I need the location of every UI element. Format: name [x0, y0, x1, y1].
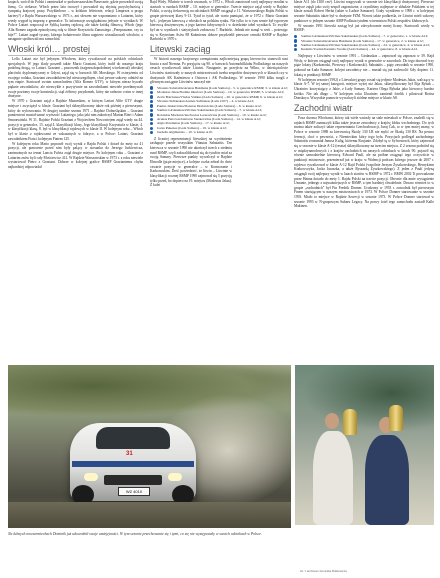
col1-paragraph-4: W kolejnym roku Mario poprawił swój wynik z Rajdu Polski i dotarł do mety na 41 pozycji, ale ponownie przed nim były palący w stosunku do Jerzego Jurkiewicza, zanimożnych na temat Lancia Fulvia zajął drugie miejsce. Po kolejnym roku – Graziani z Lattarim znów byli cały Mościewicz 412. W Rajdzie Warszawskim w 1973 r. z roku niewiele wystartował Pietro z Graziani. Dobrze w kolejnej grafice RSMP Grazianiemu chyba najbardziej odpowiadał	[8, 141, 143, 169]
headlight-left	[84, 473, 98, 481]
column-2	[150, 0, 288, 189]
list-item: Jozus Pukenas (Łada Samara) – 19. w klasie A12;	[150, 126, 288, 130]
list-item: Arunas Petrovas/Gintaras Staskevicius (Łada Samara) – 14. w klasie A12;	[150, 117, 288, 121]
headlight-right	[168, 473, 182, 481]
photo-caption: Na lubnych nowszemiechach Dominik już udowodnił swoje umiejętności. W tym sezonie przechowanie się i tymi, co się nie występowały w swoich odcinkach w Polsce.	[8, 532, 262, 536]
list-item: Kestutis Svedas/Kestutis Svedas (Łada Samara) – 44. w generalce, 8. w klasie A12.	[294, 47, 434, 51]
list-item: Vitautas Sidlauskas/Arunas Sufinskas (Łada 2107) – 4. w klasie A12;	[150, 99, 288, 103]
gravel-road	[8, 502, 291, 528]
tree-background	[295, 365, 434, 435]
person-left-head	[325, 413, 339, 429]
car-windshield	[96, 427, 170, 449]
list-item: Modestas Jakas/Nadina Okulova (Łada Samara) – 19. w generalce RSMP, 5. w klasie A12;	[150, 90, 288, 94]
col2-intro: Rajd Wisły. Właśnie w trzech sezonach, w 1972 r., Włoch zanotował swój najlepszy rezultat w startach w rundach RSMP – 10. miejsce w generalce. Trzecie miejsce zajął wtedy w Rajdzie Polski, a swoją frekwencję na odcinkach RSMP osiągnął z 11. Warszawskiego Rajdu Polski w grupie pierwszej klasy 9-13. Tytuł to tytuł, ale warto pamiętać, że w 1972 r. Mario Graziani był... jedynym kierowcą z włoskich na polskim rynku. Nie tylko to w tym sensie był typowym kierowcą drużynowym, a jego kariera fabrycznych i w dziedzinie tabel wynikach. To zwykle był on w wynikach i statystykach zwłaszcza 7. Barbórki. Jednak nie stanął w serii – pożerając się w Kryterium Asów 88 Kaźmierzu dobrze przydzielił pierwsze cenniki RSMP w Rajdzie Barbórki w 1970 r.	[150, 0, 288, 42]
list-item: Saulius Girdauskas/Zilvinas Sakalauskas (Łada Samara) – 24. w generalce, 4. w klasie A12;	[294, 43, 434, 47]
car-stripe	[72, 461, 194, 467]
section-heading-zachodni-wiatr: Zachodni wiatr	[294, 103, 434, 114]
list-item: Rolandas Mackavicius/Juozas Leonavicius (Łada Samara) – 10. w klasie A12;	[150, 113, 288, 117]
col3-paragraph-5: Poza dwoma Włochami, którzy tak wiele wniosły na stale mieszkali w Polsce, znaleźli się w rajdach RSMP zaznaczyli kilka także jeszcze zawodnicy z krajów bloku wschodniego. Do tych można także zaliczyć także reprezentanta Czechosłowacji, Juraj Čak, to w tym mniej znany, w Polsce w sezonie 1988 za kierownicą Škody 130 LR nie mylić ze Škodą 130 RS. Na pewno ferencji, choć o pewności, z Niemieckim który tego była. Pozycjach podlegał zachodniego Sabataitis zrozumiał Janusz Kulig, któremu Rosjanie. Zdobył tę w Sylwestrach, który zajmował się w sezonie w klasie A-12 (reszta) sklasyfikowany na trzecim miejscu. Z 2 sezonu podniósł się w międzynarodowych i z krajów zachodnich na naszych odcinkach w latach 90. pojawił się równie samodzielnie kierowcę Edward Paulí, ale na próbne osiągnąć tego oczywiście w punktacji mistrzowie, przemierzał już w kraju: w Walencji podczas którego jeszcze do 2007 r. rajdowo rywalizował w klasie A-12 Rajd Polski (wspólnie Jerzym Żyszkowskiego, Henrykiem Krakowczyka, Jacka Juraszka, a także Ryszardą Żyszkowskiego). Z jeden z Paulí jedyną osiągnęli swój najlepszy wynik w latach startów w RSMP w 1972 r. BMW 2002 Ti prowadzone przez Hanna dotarło do mety 1. Rajdu Polski na trzecie pozycji. Obecnie dla mnie wystąpienie Uznanie, jednego z najważniejszych w RSMP, a tym bardziej chwalebnie. Dawno również to w grupie „zachodnich” był Fin Fredrik Donner. Urodzony w 1953 r. zawodnik był pierwszym Finem startującym w naszym mistrzostwach w 1973. W Polsce Donner startowanie w sezonie 1993. Miało to miejsce w Rajdzie Szwecji w sezonie 1973. W Polsce Donner startował w sezonie 1993 w N-grupowym Subaru Legacy. Na prawy fotel tego samochodu zasiadł Kalle Makinen.	[294, 115, 434, 209]
section-heading-litewski-zaciag: Litewski zaciąg	[150, 44, 288, 55]
list-item: Saulius Girdauskas/Zilvinas Sakalauskas (Łada Samara) – 7. w generalce, 1. w klasie A12;	[294, 34, 434, 38]
list-item: Saulius Girdauskas/Zilvinas Sakalauskas (Łada Samara) – 7. w klasie A12;	[150, 108, 288, 112]
list-item: Gudelis Algimantas – 10. w klasie A10.	[150, 130, 288, 134]
person-right	[365, 435, 409, 525]
col3-intro: klasie A11 (do 1300 cm³). Litwini rozgrywali w sezonie też klasyfikacji drużynowej. Pierwsze miejsce zajęli jako swój zespół zagraniczne, a czyniliśmy najlepsze w składzie Polakiem w tej klasie zostali Robert Herba (także w Ładzie Samarze). Grały wynikiem w 1990 r. w kolejnym sezonie Sabataitis także był w drużynie FZM. Wzrost także podkreśla, że Litwini mieli sukcesy punktowe w jednym sezonie AMP Podlasia tytułem wicemistrza Polski zespołów klubowych.	[294, 0, 434, 23]
column-3	[294, 0, 434, 209]
col3-paragraph-4: W kolejnym sezonie (1992) z Litewskiej grupy został się jedynie Modestas Jakas, walczący w klasie A-7. W tej samej kategorii, miejsce wyżej niż Jakas, sklasyfikowany był Ilija Rybak – Ukrainiec korzystający z Jakie, z Łady Samary. Kariera Olega Rybaka jako kierowcy bardzo krótko. Nie tak długo – W kolejnym roku Ukrainiec zamienił fotelik i pilotował Borisa Donskoya. Wszystkie panowie wywalczyli siódme miejsce w klasie A8.	[294, 77, 434, 101]
col3-paragraph-2: W sezonie 1991 litewski zaciąg był już zdecydowanie mniej liczny. Startowali wtedy w RSMP:	[294, 23, 434, 33]
col3-paragraph-3: Najlepszy z Litwinów w sezonie 1991 – Girdauskas – zajmował się zaprasza w 39. Rajd Wisły, w którym osiągnął swój najlepszy wynik w generalce w zawodach. Do tego dorzucił trzy piąte lokaty (Karkonoski, Pierwszy i Karkonoski). Sabataitis – piąty zawodnik w sezonie 1990, pokonał na Łada Samarze, kolejni zawodnicy nie – musiał się już zadowolić Gdy dopiero 11. lokatą w punktacji RSMP.	[294, 53, 434, 77]
section-heading-wloski-krol: Włoski król… prostej	[8, 44, 143, 55]
list-item: Paulus Jankavicius/Donatas Drabavicius (Łada Samara) – 6. w klasie A12;	[150, 104, 288, 108]
car-grille	[104, 475, 162, 485]
list-item: Vitautas Sabataitis/Arunas Bukmans (Łada Samara) – 17. w generalce, 2. w klasie A12;	[294, 39, 434, 43]
podium-photo	[295, 365, 434, 525]
trophy-icon	[343, 409, 357, 435]
list-item: Zevis Balciunas/Vladas Vaitkus (Łada Samara) – 20. w generalce RSMP, 6. w klasie A12;	[150, 95, 288, 99]
col1-paragraph-3: W 1970 r. Graziani zajął z Rajdzie Mazurskim, w którym Lattari Alfie GTV drugie miejsce i zwyciężył w klasie. Graziani był skłasyfikowany także rok później z pierwszymi, który do wylosowania. W drugiej rundzie sezonu 1971 – Rajdzie Dolnośląskim – Graziani pomieniowi musiał uznać wyższość Lattariego, jako jaki nim zakończył Marian Bieri i Adam Smorawiński. W 31. Rajdzie Polski Graziani z Wojciechem Nowowiejem zajął wtedy na 44. pozycji w generalce, 15. zajął 4. klasyfikacji klasy, Jego klasyfikacji Krzysztofa w klasie, 4. w klasyfikacji klasę, 8. był w klasyfikacji rajdowych w klasie II. W kolejnym roku – Włoch był w klasie z rajdowcami ze wskazanych w fabryce, a w Polsce: Lattari, Graziani zawodnikiem Fiata i kolejnym Fiatem 125.	[8, 99, 143, 141]
col2-paragraph-2: W historii naszego krajowego czempionatu najliczniejszą grupę kierowców stanowili nasi bracia z nad Niemna. Po przyjęciu się 90. w barwach Automobilklubu Podlaskiego na naszych oesach rywalizowali także Litwini. Następnie, po przejściu na Wilno, w dziesięciolecie Litwinów startowały w naszych mistrzostwach trzeba zespołów drużynowych w klasach czy w drużynach AK Kaźmierzu z Ostrowa i AK Podlaskiego. W sezonie 1990 kilku mogli z głównym zaciągnie Litwinów nauczył nie:	[150, 56, 288, 85]
person-left	[313, 431, 353, 525]
rally-car-photo	[8, 365, 291, 528]
column-1	[8, 0, 143, 170]
photo-credit: fot. z archiwum Dominika Butkiewicza	[300, 569, 347, 573]
car-number: 31	[126, 451, 133, 457]
list-item: Vitautas Sabataitis/Arunas Bukmans (Łada Samara) – 5. w generalce RSMP, 3. w klasie A12;	[150, 86, 288, 90]
list-item: Algis Poteliunas (Łada Samara) – 17. w klasie A12;	[150, 121, 288, 125]
litwini-1991-list	[294, 34, 434, 52]
col2-paragraph-3: Z liczniej reprezentancji litewskiej na wyróżnienie zasługuje przede wszystkim Vitautas Sabataitis. Ten kierowca w sezonie 1990 nie ukończył trzech z siedmiu rund RSMP, czyli zakwalifikował się do tytułów miał za swoją Samary. Pierwsze punkty wywalczył w Rajdzie Elmodle (piąte miejsce), a kolejne oczka zebrał do dwie czwarte pozycje w generalce – w Kormoranie i Karkonoskim. Dość powiedzieć, że litwin – Litwinie w klasyfikacji rocznej RSMP 1990 zajmował się 5 pozycję tylko przed, bo dopiero na 19. miejscu (Modestas Jakas). Z kolei	[150, 136, 232, 188]
license-plate: WZ 4010	[118, 487, 150, 496]
col1-paragraph-2: Lello Lattari nie był jedynym Włochem, który rywalizował na polskich odcinkach specjalnych. W jego ślady poszedł także Mario Graziani, który trafił do naszego kraju podobną drogą, co Lattari. Graziani – pracownik (najprawdopodobniej wicekonsul) włoskiej placówki dyplomatycznej w Gdyni, zajął się w barwach AK Morskiego. W ostrzyżeniu od swojego rodaka, Graziani zawodnikiem był nieszczególnym, choć pewne sukcesy odniósł na tym etapie. Startował swoim samochodem (Alfa Romeo GTV), w którym nieraz bywało pięknie zawodników, ale niezwykłe z pozytywnie na zawodnikami niewiele przełamywali swoje poziomy swoje konstrukcji, stąd żółtowy przydomek, który nie radzono o nim w innej drużynie.	[8, 56, 143, 99]
bullet-icon	[150, 131, 153, 134]
trophy-icon	[389, 405, 403, 431]
litwini-1990-list	[150, 86, 288, 135]
bullet-icon	[294, 48, 297, 51]
col1-intro: krajach, wrócił do Polski i zamieszkał w podwarszawskim Piasecznie, gdzie prowadził swoją firmę. Co ciekawe, Włoch przez lata tworzył i prowadził się zbytnią przychylnością i sympatią krajowej prasy. Przykładowo – w krótkim felietonie, relacji Limpreza u progu kariery?) z Rajdu Warszawskiego w 1973 r., ani słowem nie wspomniano o Lattarim, który wtedy wygrał tę imprezę z generalce. To informacje uwzględniono jedynie w wynikach. W Polsce Lattari rozpoczął ze Syliką karierę rajdową, ale także krótką filmową. Włoch (jego Alfa Romeo zagrała epizodyczną rolę w filmie Krzysztofa Zanussiego „Przepraszam, czy tu bije?”. Lattari zagrał tyczny, którego bohaterowie filmu najpierw wizualizowali włochów, a następnie spróbowali mu samochód.	[8, 0, 143, 42]
